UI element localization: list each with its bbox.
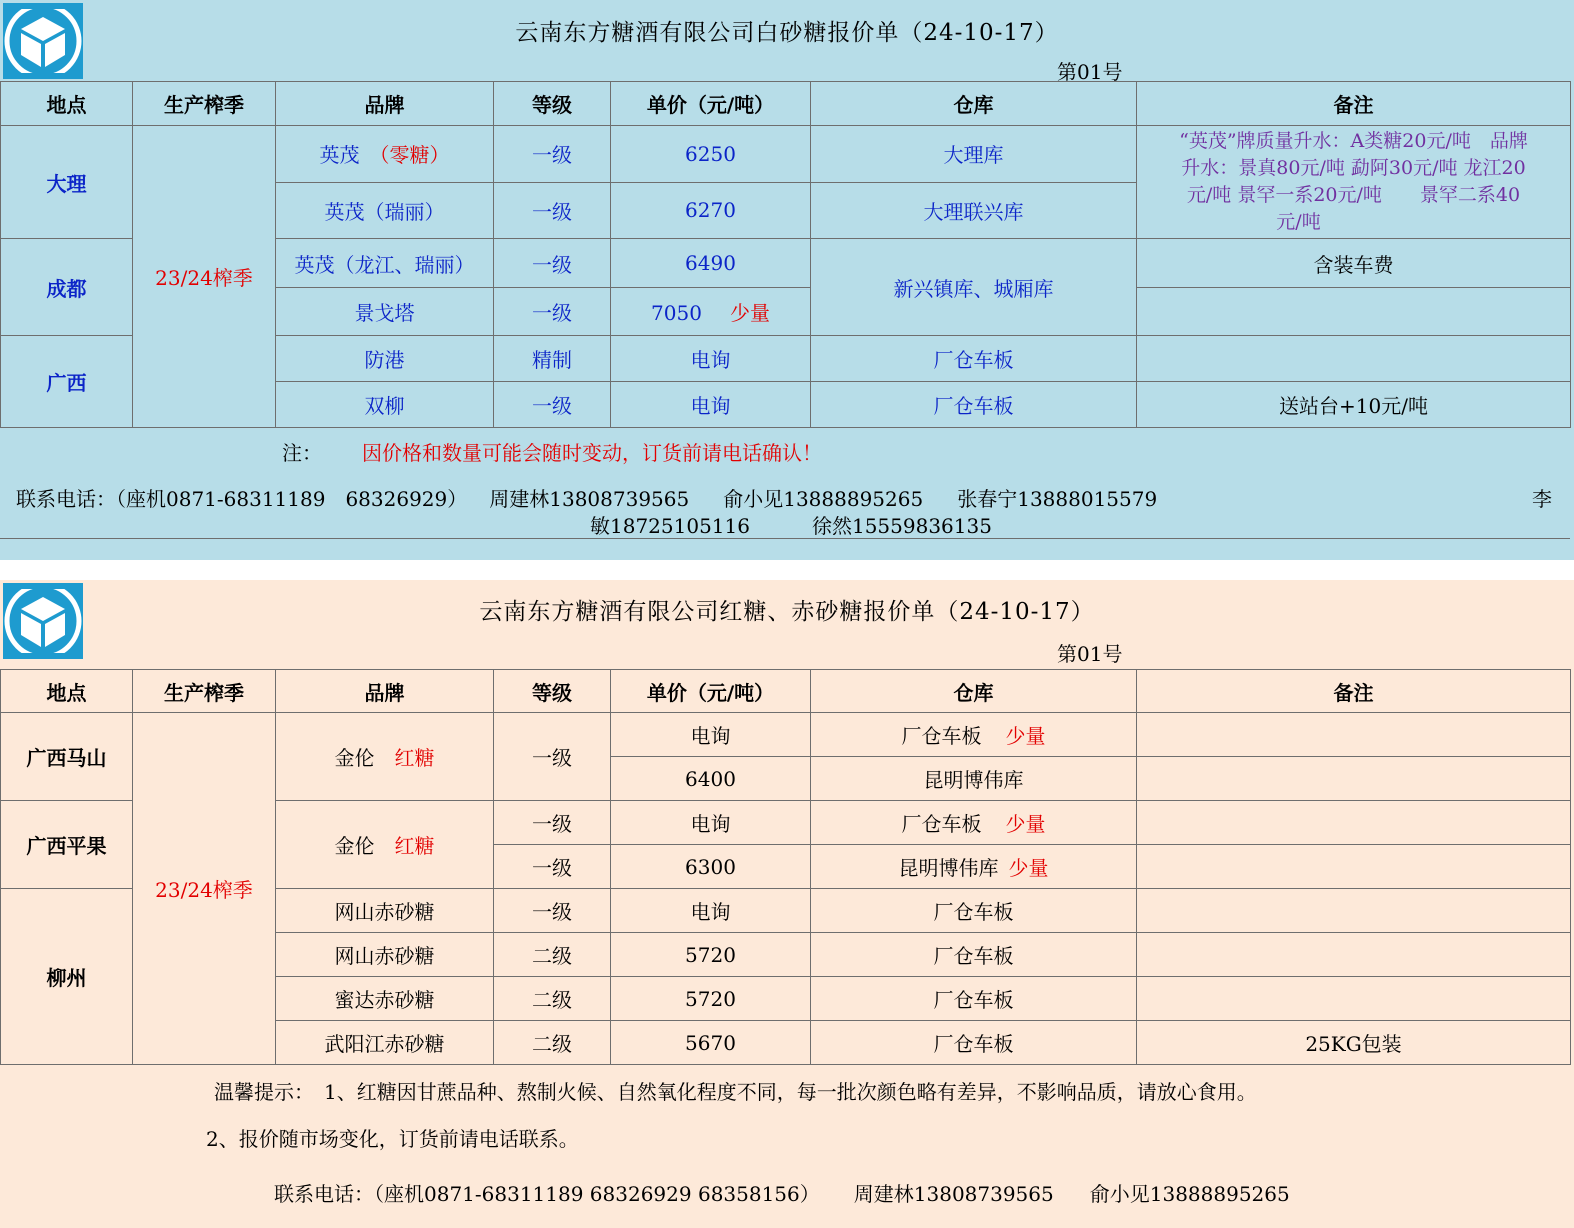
table-row — [1, 713, 1571, 757]
warehouse-cell: 厂仓车板 — [811, 382, 1137, 428]
remark-cell: 送站台+10元/吨 — [1137, 382, 1571, 428]
contact-person: 俞小见13888895265 — [1089, 1182, 1290, 1206]
warehouse-cell — [811, 845, 1137, 889]
warehouse-cell: 大理库 — [811, 126, 1137, 183]
brand-tag: 红糖 — [394, 746, 435, 770]
remark-cell — [1137, 933, 1571, 977]
price-cell: 电询 — [611, 889, 811, 933]
contact-landline: 联系电话：（座机0871-68311189 68326929） — [16, 487, 468, 511]
table-row — [1, 126, 1571, 183]
price-cell: 6300 — [611, 845, 811, 889]
warehouse-cell: 大理联兴库 — [811, 182, 1137, 239]
remark-cell — [1137, 889, 1571, 933]
small-quantity-tag: 少量 — [1005, 812, 1046, 836]
small-quantity-tag: 少量 — [729, 301, 770, 325]
header-remarks: 备注 — [1137, 670, 1571, 713]
price-cell: 电询 — [611, 713, 811, 757]
price-cell: 5670 — [611, 1021, 811, 1065]
warehouse-cell: 厂仓车板 — [811, 1021, 1137, 1065]
remark-cell — [1137, 845, 1571, 889]
tip-2: 2、报价随市场变化，订货前请电话联系。 — [206, 1127, 579, 1151]
contact-person: 徐然15559836135 — [811, 514, 992, 538]
contact-person: 周建林13808739565 — [853, 1182, 1054, 1206]
remark-line: 元/吨 景罕一系20元/吨 景罕二系40 — [1186, 184, 1521, 206]
remark-cell — [1137, 801, 1571, 845]
remark-cell-upgrade — [1137, 126, 1571, 239]
contact-person: 周建林13808739565 — [489, 487, 690, 511]
contact-line — [16, 483, 1157, 512]
white-sugar-quote-sheet — [0, 0, 1574, 560]
brand-cell: 英茂（龙江、瑞丽） — [276, 239, 494, 288]
brand-cell — [276, 801, 494, 889]
sheet-title: 云南东方糖酒有限公司红糖、赤砂糖报价单（24-10-17） — [479, 599, 1095, 625]
brand-tag: （零糖） — [379, 143, 450, 168]
contact-person: 俞小见13888895265 — [723, 487, 924, 511]
header-remarks: 备注 — [1137, 82, 1571, 126]
location-cell: 大理 — [1, 126, 133, 239]
remark-cell: 含装车费 — [1137, 239, 1571, 288]
grade-cell: 一级 — [494, 713, 611, 801]
header-season: 生产榨季 — [133, 670, 276, 713]
brand-cell: 英茂（瑞丽） — [276, 182, 494, 239]
grade-cell: 一级 — [494, 126, 611, 183]
brand-cell — [276, 713, 494, 801]
grade-cell: 二级 — [494, 1021, 611, 1065]
brand-cell: 网山赤砂糖 — [276, 933, 494, 977]
grade-cell: 一级 — [494, 182, 611, 239]
table-header-row — [1, 670, 1571, 713]
brand-name: 金伦 — [334, 834, 375, 858]
grade-cell: 一级 — [494, 889, 611, 933]
remark-line: 元/吨 — [1276, 211, 1321, 233]
header-price: 单价（元/吨） — [611, 82, 811, 126]
warehouse-cell: 新兴镇库、城厢库 — [811, 239, 1137, 336]
warehouse-cell: 昆明博伟库 — [811, 757, 1137, 801]
grade-cell: 二级 — [494, 933, 611, 977]
remark-line: 升水：景真80元/吨 勐阿30元/吨 龙江20 — [1181, 157, 1526, 179]
season-cell: 23/24榨季 — [133, 713, 276, 1065]
remark-line: “英茂”牌质量升水：A类糖20元/吨 品牌 — [1179, 130, 1528, 152]
brand-cell: 蜜达赤砂糖 — [276, 977, 494, 1021]
brand-name: 英茂 — [319, 143, 360, 168]
brown-sugar-quote-sheet — [0, 580, 1574, 1228]
season-cell: 23/24榨季 — [133, 126, 276, 428]
price-cell: 6490 — [611, 239, 811, 288]
remark-cell — [1137, 288, 1571, 336]
price-cell: 电询 — [611, 801, 811, 845]
brand-tag: 红糖 — [394, 834, 435, 858]
grade-cell: 一级 — [494, 801, 611, 845]
warehouse-name: 厂仓车板 — [901, 812, 982, 836]
warehouse-cell: 厂仓车板 — [811, 933, 1137, 977]
price-cell: 电询 — [611, 382, 811, 428]
contact-person: 敏18725105116 — [590, 514, 750, 538]
brand-cell: 网山赤砂糖 — [276, 889, 494, 933]
warehouse-cell: 厂仓车板 — [811, 977, 1137, 1021]
small-quantity-tag: 少量 — [1008, 856, 1049, 880]
header-season: 生产榨季 — [133, 82, 276, 126]
location-cell: 广西马山 — [1, 713, 133, 801]
contact-line — [274, 1178, 1290, 1207]
warehouse-cell: 厂仓车板 — [811, 336, 1137, 382]
table-header-row — [1, 82, 1571, 126]
tip-1: 温馨提示： 1、红糖因甘蔗品种、熬制火候、自然氧化程度不同，每一批次颜色略有差异，不影响品质，请放心食用。 — [214, 1080, 1257, 1104]
contact-person: 张春宁13888015579 — [957, 487, 1158, 511]
grade-cell: 一级 — [494, 288, 611, 336]
brand-cell: 双柳 — [276, 382, 494, 428]
price-value: 7050 — [651, 301, 702, 325]
header-price: 单价（元/吨） — [611, 670, 811, 713]
note-text: 因价格和数量可能会随时变动，订货前请电话确认！ — [362, 441, 822, 465]
grade-cell: 一级 — [494, 845, 611, 889]
grade-cell: 一级 — [494, 382, 611, 428]
brand-cell: 武阳江赤砂糖 — [276, 1021, 494, 1065]
grade-cell: 一级 — [494, 239, 611, 288]
serial-number: 第01号 — [1057, 60, 1123, 84]
brand-cell: 防港 — [276, 336, 494, 382]
warehouse-name: 厂仓车板 — [901, 724, 982, 748]
price-cell: 电询 — [611, 336, 811, 382]
header-warehouse: 仓库 — [811, 670, 1137, 713]
price-cell: 6270 — [611, 182, 811, 239]
location-cell: 成都 — [1, 239, 133, 336]
header-warehouse: 仓库 — [811, 82, 1137, 126]
price-cell — [611, 288, 811, 336]
header-grade: 等级 — [494, 82, 611, 126]
contact-line-2 — [590, 510, 992, 539]
price-cell: 6250 — [611, 126, 811, 183]
remark-cell — [1137, 977, 1571, 1021]
brand-cell: 景戈塔 — [276, 288, 494, 336]
header-grade: 等级 — [494, 670, 611, 713]
warehouse-cell: 厂仓车板 — [811, 889, 1137, 933]
grade-cell: 精制 — [494, 336, 611, 382]
header-brand: 品牌 — [276, 82, 494, 126]
location-cell: 广西 — [1, 336, 133, 428]
price-cell: 6400 — [611, 757, 811, 801]
contact-person-wrap: 李 — [1532, 487, 1552, 511]
remark-cell: 25KG包装 — [1137, 1021, 1571, 1065]
brand-name: 金伦 — [334, 746, 375, 770]
warehouse-cell — [811, 713, 1137, 757]
small-quantity-tag: 少量 — [1005, 724, 1046, 748]
price-cell: 5720 — [611, 977, 811, 1021]
white-sugar-price-table — [0, 81, 1571, 428]
header-brand: 品牌 — [276, 670, 494, 713]
warehouse-cell — [811, 801, 1137, 845]
brand-cell — [276, 126, 494, 183]
location-cell: 柳州 — [1, 889, 133, 1065]
note-label: 注： — [282, 441, 322, 465]
price-cell: 5720 — [611, 933, 811, 977]
header-location: 地点 — [1, 82, 133, 126]
brown-sugar-price-table — [0, 669, 1571, 1065]
sheet-title: 云南东方糖酒有限公司白砂糖报价单（24-10-17） — [515, 20, 1059, 46]
remark-cell — [1137, 713, 1571, 757]
warehouse-name: 昆明博伟库 — [898, 856, 999, 880]
remark-cell — [1137, 757, 1571, 801]
contact-landline: 联系电话：（座机0871-68311189 68326929 68358156） — [274, 1182, 820, 1206]
remark-cell — [1137, 336, 1571, 382]
location-cell: 广西平果 — [1, 801, 133, 889]
header-location: 地点 — [1, 670, 133, 713]
serial-number: 第01号 — [1057, 642, 1123, 666]
divider — [0, 538, 1570, 539]
grade-cell: 二级 — [494, 977, 611, 1021]
